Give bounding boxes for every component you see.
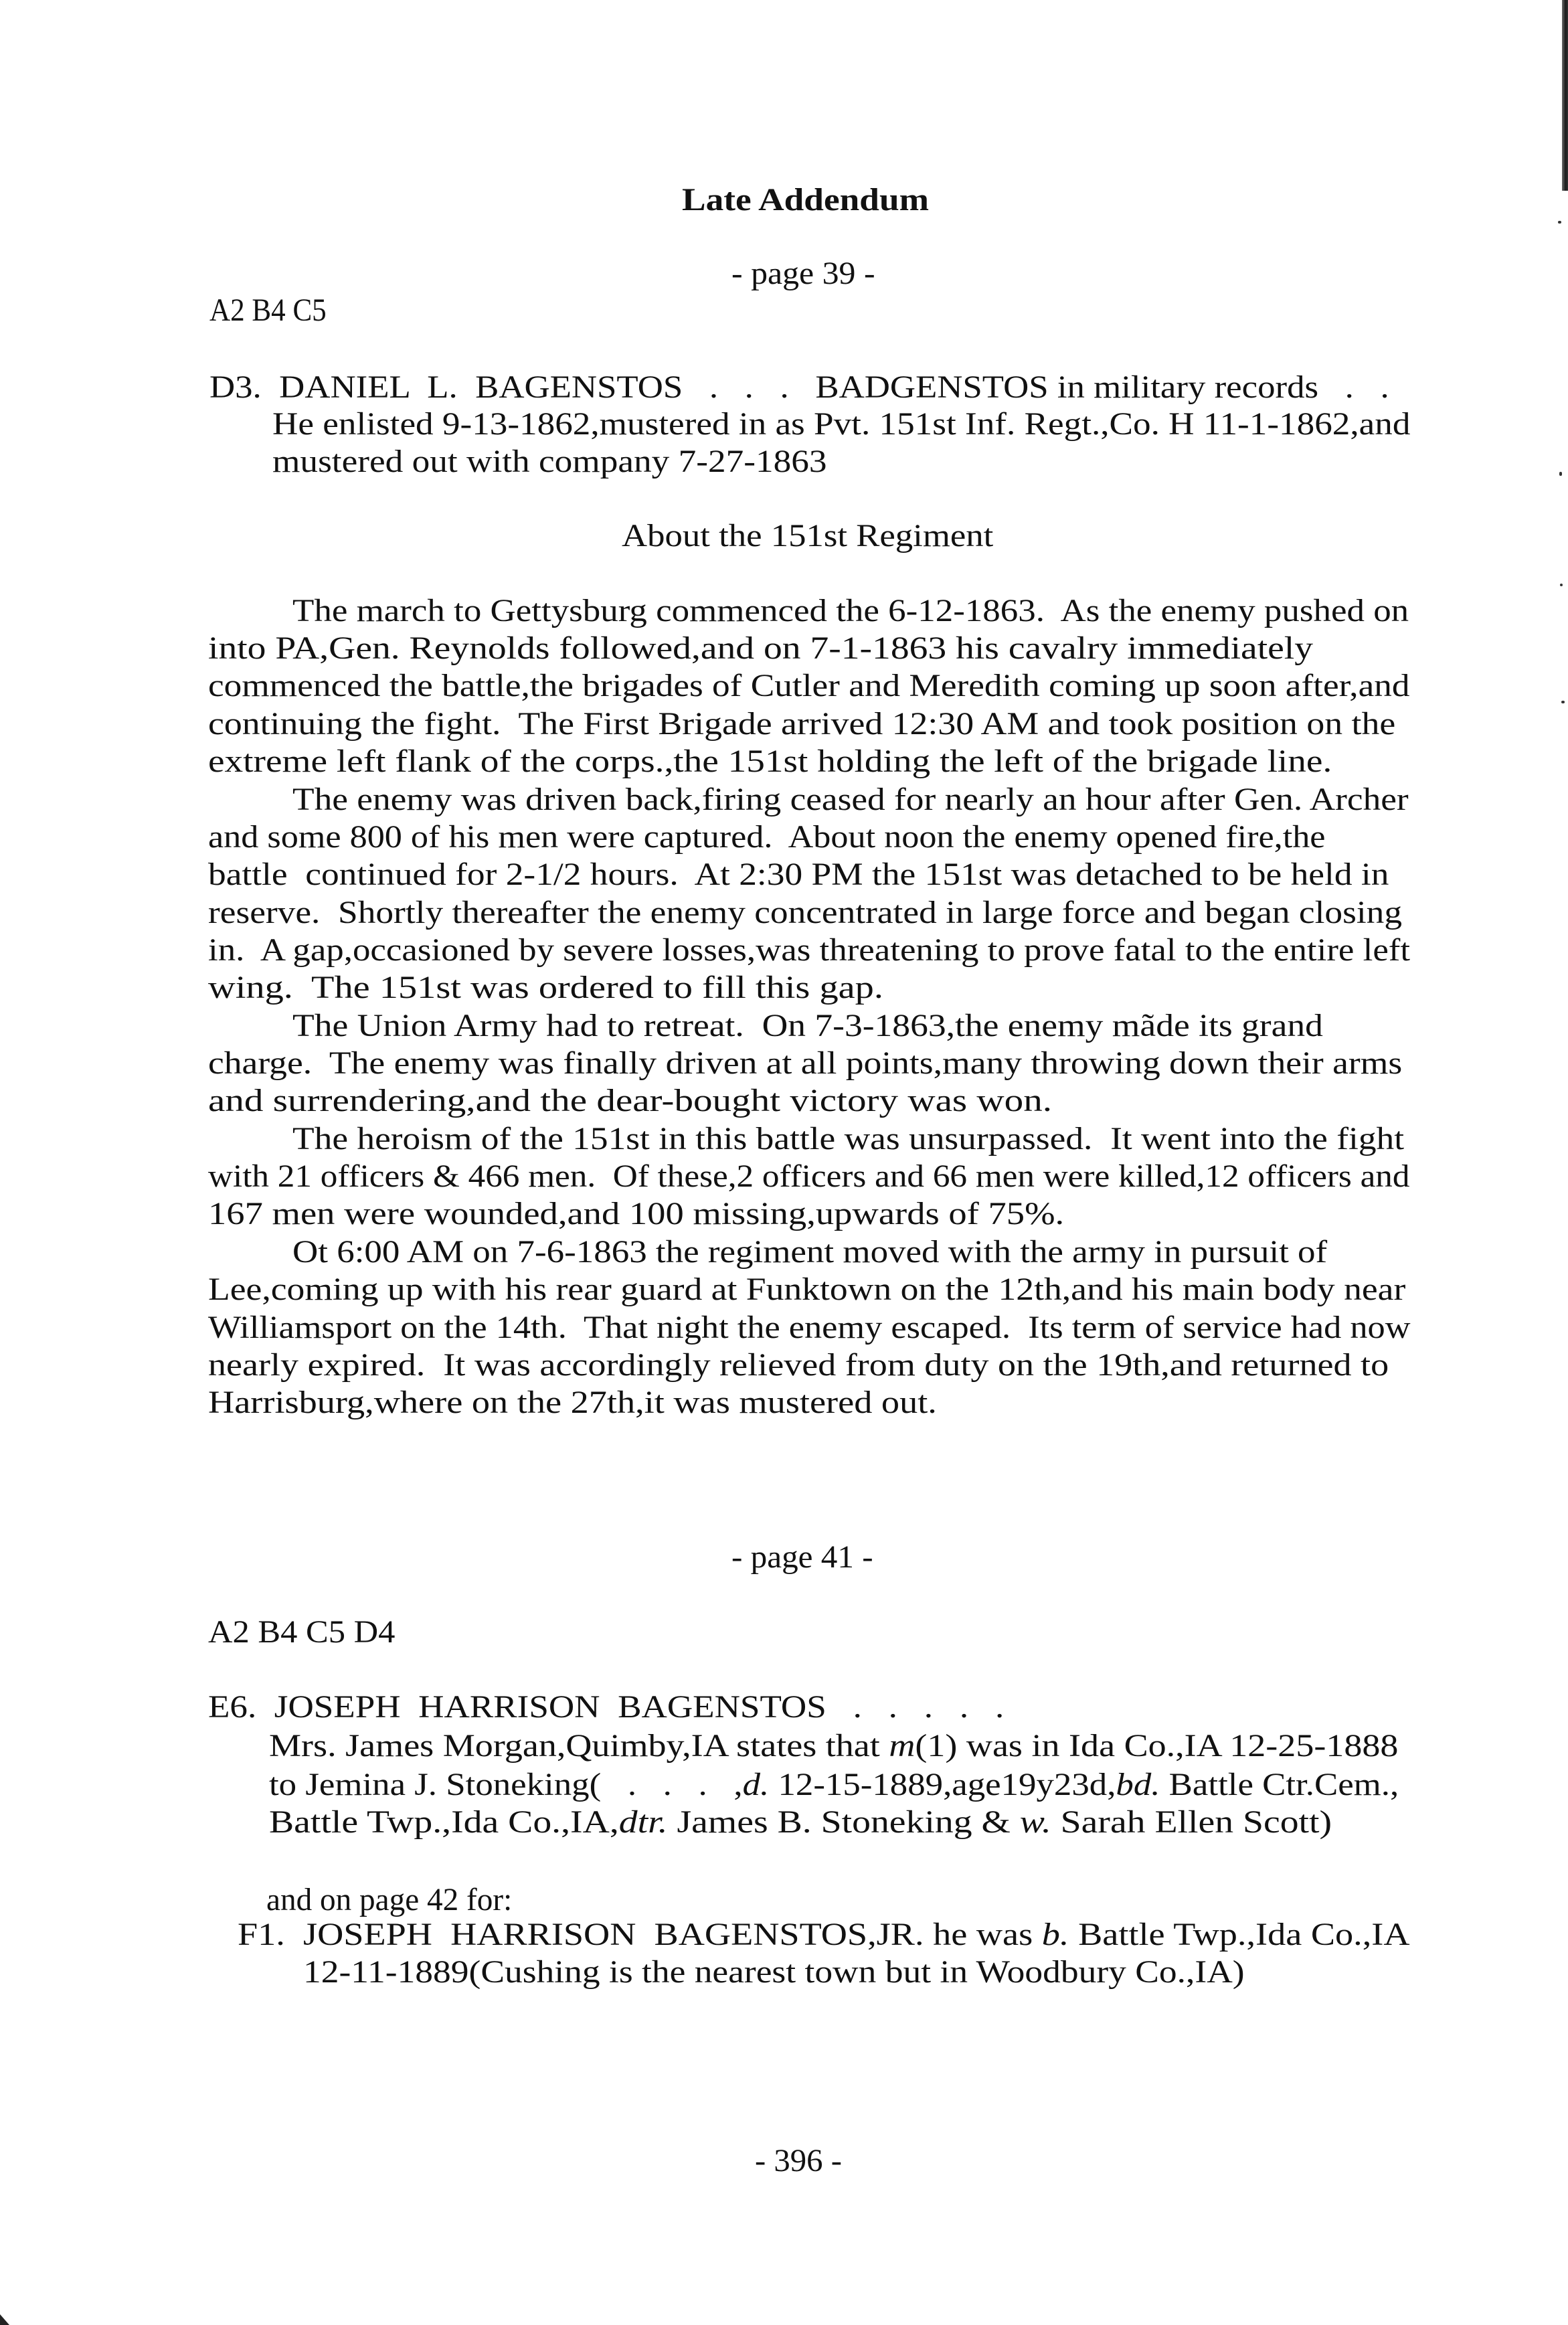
entry-line: He enlisted 9-13-1862,mustered in as Pvt. 151st Inf. Regt.,Co. H 11-1-1862,and	[272, 406, 1411, 442]
born-abbr: b.	[1041, 1917, 1069, 1952]
section-subheading: About the 151st Regiment	[622, 518, 994, 553]
entry-text: Battle Twp.,Ida Co.,IA	[1069, 1917, 1410, 1952]
entry-text: to Jemina J. Stoneking( . . . ,	[269, 1767, 743, 1802]
entry-line	[269, 1806, 1332, 1838]
scan-speck	[1560, 584, 1563, 586]
document-title: Late Addendum	[682, 182, 930, 218]
entry-heading: D3. DANIEL L. BAGENSTOS . . . BADGENSTOS in military records . .	[209, 369, 1389, 405]
lineage-label: A2 B4 C5	[209, 292, 327, 328]
body-line: The enemy was driven back,firing ceased for nearly an hour after Gen. Archer	[292, 782, 1409, 817]
body-line: 167 men were wounded,and 100 missing,upwards of 75%.	[208, 1196, 1065, 1231]
body-line: and surrendering,and the dear-bought victory was won.	[208, 1083, 1053, 1118]
entry-text: Mrs. James Morgan,Quimby,IA states that	[269, 1728, 889, 1763]
body-line: wing. The 151st was ordered to fill this gap.	[208, 970, 883, 1005]
scan-speck	[1559, 472, 1562, 476]
entry-line: mustered out with company 7-27-1863	[272, 444, 827, 479]
body-line: battle continued for 2-1/2 hours. At 2:30 PM the 151st was detached to be held in	[208, 857, 1389, 892]
entry-line	[269, 1769, 1399, 1801]
page-number: - 396 -	[755, 2143, 842, 2178]
scan-speck	[1558, 221, 1561, 224]
child-entry-heading	[238, 1919, 1410, 1951]
page-reference: - page 41 -	[731, 1539, 873, 1575]
continuation-note: and on page 42 for:	[266, 1882, 513, 1917]
entry-text: 12-15-1889,age19y23d,	[769, 1767, 1116, 1802]
married-abbr: m	[889, 1728, 916, 1763]
entry-line	[269, 1730, 1398, 1762]
body-line: commenced the battle,the brigades of Cutler and Meredith coming up soon after,and	[208, 668, 1410, 703]
daughter-abbr: dtr.	[618, 1804, 668, 1840]
entry-text: James B. Stoneking &	[667, 1804, 1020, 1840]
entry-text: (1) was in Ida Co.,IA 12-25-1888	[915, 1728, 1399, 1763]
scan-edge-shadow	[1562, 0, 1568, 191]
entry-text: Sarah Ellen Scott)	[1051, 1804, 1332, 1840]
body-line: charge. The enemy was finally driven at all points,many throwing down their arms	[208, 1045, 1403, 1081]
body-line: with 21 officers & 466 men. Of these,2 officers and 66 men were killed,12 officers and	[208, 1158, 1410, 1194]
scan-corner-mark	[0, 2314, 9, 2325]
wife-abbr: w.	[1019, 1804, 1051, 1840]
body-line: continuing the fight. The First Brigade arrived 12:30 AM and took position on the	[208, 706, 1396, 742]
body-line: reserve. Shortly thereafter the enemy concentrated in large force and began closing	[208, 895, 1403, 930]
lineage-label: A2 B4 C5 D4	[208, 1614, 396, 1650]
body-line: Harrisburg,where on the 27th,it was mustered out.	[208, 1385, 937, 1420]
entry-text: F1. JOSEPH HARRISON BAGENSTOS,JR. he was	[238, 1917, 1042, 1952]
body-line: The march to Gettysburg commenced the 6-12-1863. As the enemy pushed on	[292, 593, 1409, 628]
body-line: Ot 6:00 AM on 7-6-1863 the regiment moved with the army in pursuit of	[292, 1234, 1328, 1270]
died-abbr: d.	[742, 1767, 770, 1802]
body-line: into PA,Gen. Reynolds followed,and on 7-1-1863 his cavalry immediately	[208, 630, 1314, 666]
child-entry-line: 12-11-1889(Cushing is the nearest town but in Woodbury Co.,IA)	[303, 1954, 1245, 1990]
scan-speck	[1561, 701, 1565, 703]
body-line: nearly expired. It was accordingly relieved from duty on the 19th,and returned to	[208, 1347, 1389, 1383]
entry-heading: E6. JOSEPH HARRISON BAGENSTOS . . . . .	[208, 1689, 1005, 1725]
body-line: The heroism of the 151st in this battle was unsurpassed. It went into the fight	[292, 1121, 1405, 1156]
page-reference: - page 39 -	[731, 256, 875, 291]
entry-text: Battle Twp.,Ida Co.,IA,	[269, 1804, 619, 1840]
buried-abbr: bd.	[1116, 1767, 1160, 1802]
body-line: Williamsport on the 14th. That night the enemy escaped. Its term of service had now	[208, 1310, 1411, 1345]
body-line: and some 800 of his men were captured. About noon the enemy opened fire,the	[208, 819, 1326, 855]
body-line: in. A gap,occasioned by severe losses,was threatening to prove fatal to the entire left	[208, 932, 1411, 968]
entry-text: Battle Ctr.Cem.,	[1160, 1767, 1399, 1802]
body-line: Lee,coming up with his rear guard at Funktown on the 12th,and his main body near	[208, 1272, 1406, 1307]
body-line: The Union Army had to retreat. On 7-3-1863,the enemy mãde its grand	[292, 1008, 1323, 1043]
body-line: extreme left flank of the corps.,the 151st holding the left of the brigade line.	[208, 744, 1332, 779]
